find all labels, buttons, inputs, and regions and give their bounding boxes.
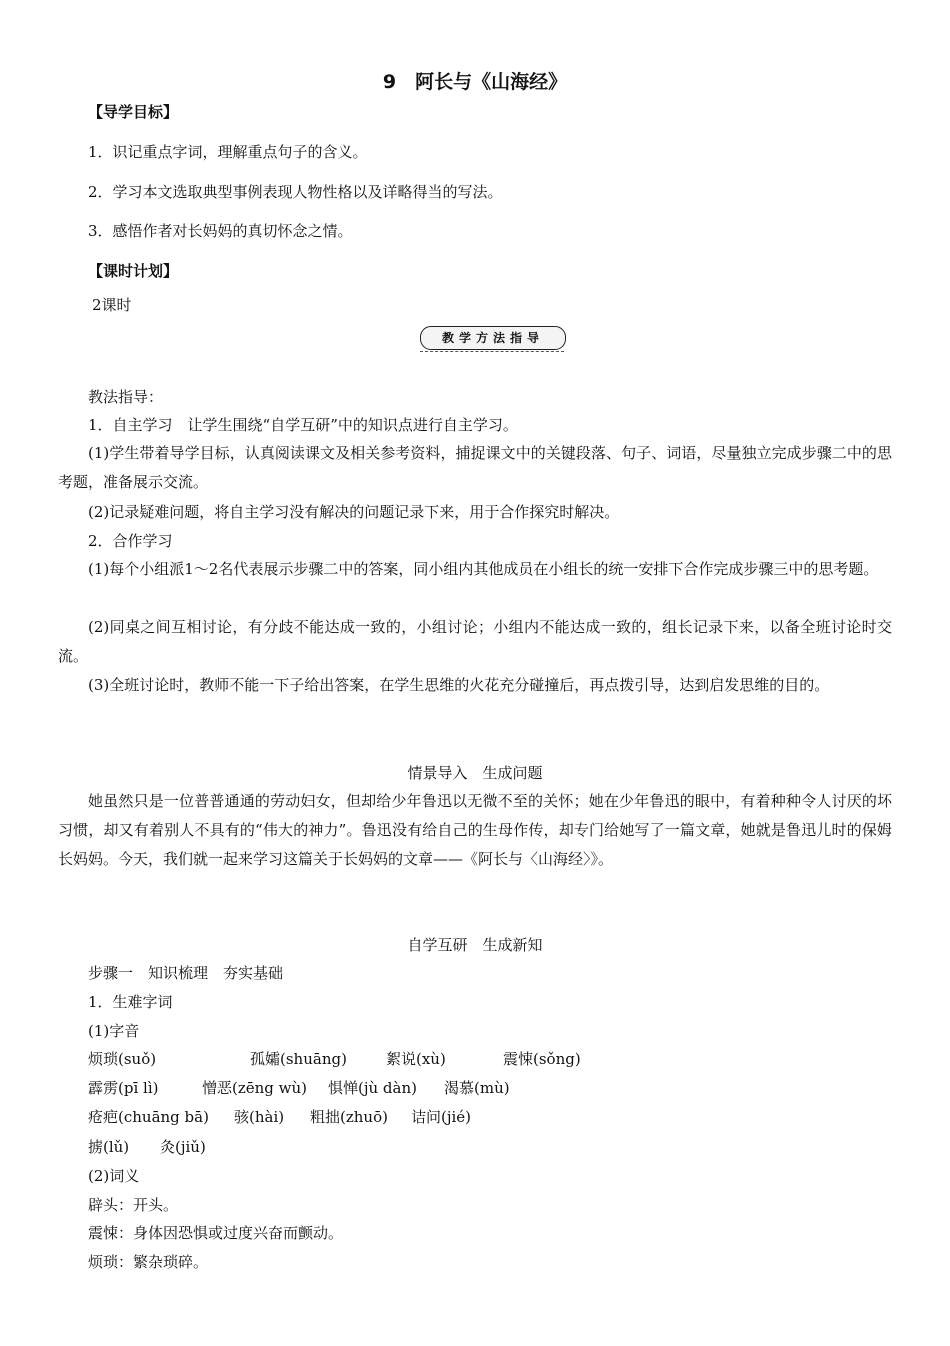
guide-item-1: 1．识记重点字词，理解重点句子的含义。 xyxy=(88,143,368,161)
pron-word: 渴慕(mù) xyxy=(444,1079,510,1097)
words-title: 1．生难字词 xyxy=(88,993,173,1011)
pron-word: 震悚(sǒng) xyxy=(503,1050,581,1068)
study-heading: 自学互研 生成新知 xyxy=(407,936,543,954)
step-one: 步骤一 知识梳理 夯实基础 xyxy=(88,964,284,982)
schedule-value: 2课时 xyxy=(92,296,132,314)
pron-word: 霹雳(pī lì) xyxy=(88,1079,159,1097)
self-study-title: 1．自主学习 让学生围绕“自学互研”中的知识点进行自主学习。 xyxy=(88,416,518,434)
page-title: 9 阿长与《山海经》 xyxy=(382,71,568,93)
meaning-item: 辟头：开头。 xyxy=(88,1196,179,1214)
badge-underline xyxy=(420,351,564,352)
pron-word: 憎恶(zēng wù) xyxy=(202,1079,308,1097)
self-study-p2: (2)记录疑难问题，将自主学习没有解决的问题记录下来，用于合作探究时解决。 xyxy=(88,503,620,521)
intro-text: 她虽然只是一位普普通通的劳动妇女，但却给少年鲁迅以无微不至的关怀；她在少年鲁迅的眼中，有着种种令人讨厌的坏习惯，却又有着别人不具有的“伟大的神力”。鲁迅没有给自己的生母作传，却专门给她写了一篇文章，她就是鲁迅儿时的保姆长妈妈。今天，我们就一起来学习这篇关于长妈妈的文章——《阿长与〈山海经〉》。 xyxy=(58,792,892,868)
meaning-item: 震悚：身体因恐惧或过度兴奋而颤动。 xyxy=(88,1224,344,1242)
intro-heading: 情景导入 生成问题 xyxy=(407,764,543,782)
guide-item-3: 3．感悟作者对长妈妈的真切怀念之情。 xyxy=(88,222,353,240)
method-heading: 教法指导： xyxy=(88,388,164,406)
pron-word: 骇(hài) xyxy=(234,1108,285,1126)
pronunciation-title: (1)字音 xyxy=(88,1022,140,1040)
coop-study-title: 2．合作学习 xyxy=(88,532,173,550)
pron-word: 掳(lǔ) xyxy=(88,1138,130,1156)
pron-word: 孤孀(shuāng) xyxy=(250,1050,347,1068)
guide-heading: 【导学目标】 xyxy=(88,103,179,121)
pron-word: 粗拙(zhuō) xyxy=(310,1108,388,1126)
pron-word: 诘问(jié) xyxy=(411,1108,472,1126)
schedule-heading: 【课时计划】 xyxy=(88,262,179,280)
coop-study-p2: (2)同桌之间互相讨论，有分歧不能达成一致的，小组讨论；小组内不能达成一致的，组长记录下来，以备全班讨论时交流。 xyxy=(58,618,892,665)
pron-word: 惧惮(jù dàn) xyxy=(328,1079,417,1097)
pron-word: 疮疤(chuāng bā) xyxy=(88,1108,209,1126)
pron-word: 烦琐(suǒ) xyxy=(88,1050,157,1068)
guide-item-2: 2．学习本文选取典型事例表现人物性格以及详略得当的写法。 xyxy=(88,183,503,201)
pron-word: 灸(jiǔ) xyxy=(160,1138,206,1156)
coop-study-p3: (3)全班讨论时，教师不能一下子给出答案，在学生思维的火花充分碰撞后，再点拨引导，达到启发思维的目的。 xyxy=(88,676,830,694)
meaning-title: (2)词义 xyxy=(88,1167,140,1185)
method-badge: 教学方法指导 xyxy=(420,326,566,350)
pron-word: 絮说(xù) xyxy=(386,1050,446,1068)
meaning-item: 烦琐：繁杂琐碎。 xyxy=(88,1253,209,1271)
self-study-p1: (1)学生带着导学目标，认真阅读课文及相关参考资料，捕捉课文中的关键段落、句子、词语，尽量独立完成步骤二中的思考题，准备展示交流。 xyxy=(58,444,892,491)
coop-study-p1: (1)每个小组派1～2名代表展示步骤二中的答案，同小组内其他成员在小组长的统一安排下合作完成步骤三中的思考题。 xyxy=(88,560,879,578)
